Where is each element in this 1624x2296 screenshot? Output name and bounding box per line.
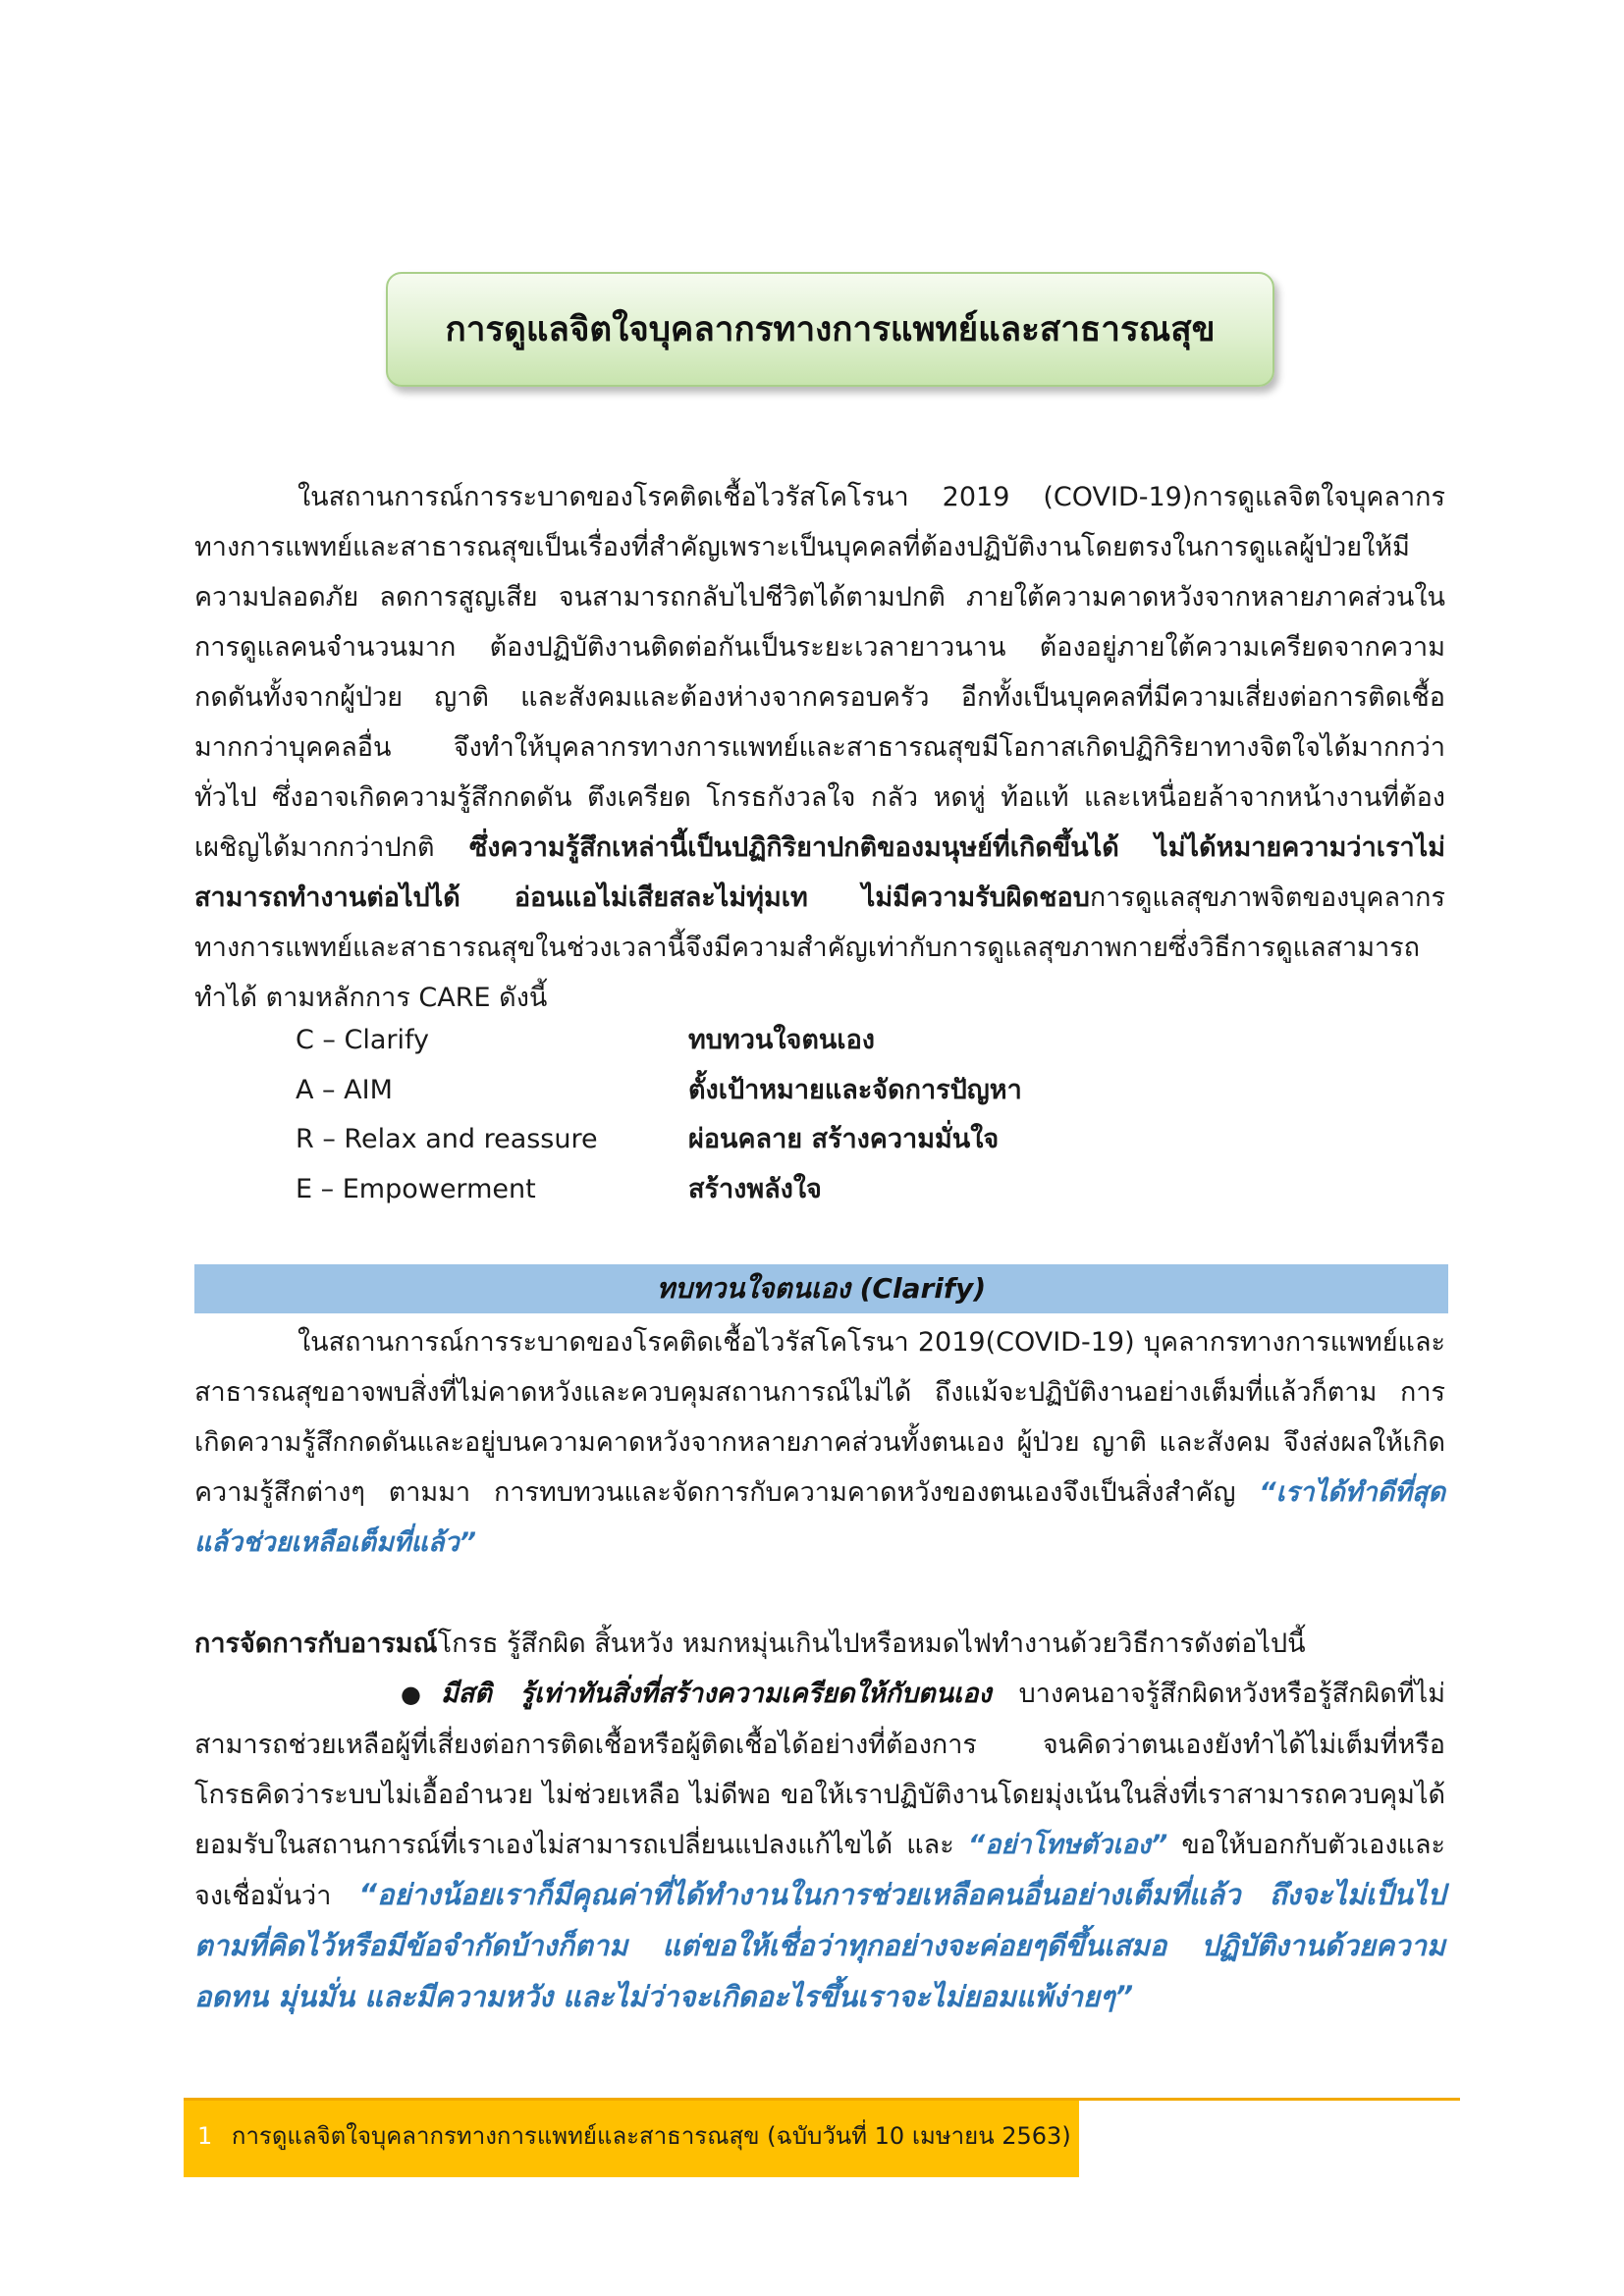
care-value: ผ่อนคลาย สร้างความมั่นใจ <box>688 1124 1000 1154</box>
clarify-text: ในสถานการณ์การระบาดของโรคติดเชื้อไวรัสโคโรนา 2019(COVID-19) บุคลากรทางการแพทย์และสาธารณสุขอาจพบสิ่งที่ไม่คาดหวังและควบคุมสถานการณ์ไม่ได้ ถึงแม้จะปฏิบัติงานอย่างเต็มที่แล้วก็ตาม การเกิดความรู้สึกกดดันและอยู่บนความคาดหวังจากหลายภาคส่วนทั้งตนเอง ผู้ป่วย ญาติ และสังคม จึงส่งผลให้เกิดความรู้สึกต่างๆ ตามมา การทบทวนและจัดการกับความคาดหวังของตนเองจึงเป็นสิ่งสำคัญ <box>194 1327 1445 1508</box>
bullet-lead: มีสติ รู้เท่าทันสิ่งที่สร้างความเครียดให้กับตนเอง <box>440 1679 992 1709</box>
intro-bold-text: ซึ่งความรู้สึกเหล่านี้เป็นปฏิกิริยาปกติของมนุษย์ที่เกิดขึ้นได้ ไม่ได้หมายความว่าเราไม่สามารถทำงานต่อไปได้ อ่อนแอไม่เสียสละไม่ทุ่มเท ไม่มีความรับผิดชอบ <box>194 832 1446 913</box>
intro-paragraph <box>194 472 1445 1023</box>
bullet-icon: ● <box>401 1681 421 1708</box>
bullet-quote-belief: “อย่างน้อยเราก็มีคุณค่าที่ได้ทำงานในการช่วยเหลือคนอื่นอย่างเต็มที่แล้ว ถึงจะไม่เป็นไปตามที่คิดไว้หรือมีข้อจำกัดบ้างก็ตาม แต่ขอให้เชื่อว่าทุกอย่างจะค่อยๆดีขึ้นเสมอ ปฏิบัติงานด้วยความอดทน มุ่นมั่น และมีความหวัง และไม่ว่าจะเกิดอะไรขึ้นเราจะไม่ยอมแพ้ง่ายๆ” <box>194 1878 1445 2013</box>
bullet-text: บางคนอาจรู้สึกผิดหวังหรือรู้สึกผิดที่ไม่สามารถช่วยเหลือผู้ที่เสี่ยงต่อการติดเชื้อหรือผู้ติดเชื้อได้อย่างที่ต้องการ จนคิดว่าตนเองยังทำได้ไม่เต็มที่หรือโกรธคิดว่าระบบไม่เอื้ออำนวย ไม่ช่วยเหลือ ไม่ดีพอ ขอให้เราปฏิบัติงานโดยมุ่งเน้นในสิ่งที่เราสามารถควบคุมได้ ยอมรับในสถานการณ์ที่เราเองไม่สามารถเปลี่ยนแปลงแก้ไขได้ และ <box>194 1679 1446 1860</box>
care-value: สร้างพลังใจ <box>688 1173 822 1204</box>
care-key: A – AIM <box>296 1074 393 1105</box>
care-item <box>296 1115 1179 1165</box>
care-value: ทบทวนใจตนเอง <box>688 1025 875 1055</box>
care-list <box>296 1016 1179 1214</box>
care-item <box>296 1016 1179 1066</box>
clarify-paragraph <box>194 1317 1445 1568</box>
emotion-text: โกรธ รู้สึกผิด สิ้นหวัง หมกหมุ่นเกินไปหรือหมดไฟทำงานด้วยวิธีการดังต่อไปนี้ <box>437 1629 1306 1659</box>
intro-tail-text: การดูแลสุขภาพจิตของบุคลากรทางการแพทย์และสาธารณสุขในช่วงเวลานี้จึงมีความสำคัญเท่ากับการดูแลสุขภาพกายซึ่งวิธีการดูแลสามารถทำได้ ตามหลักการ CARE ดังนี้ <box>194 882 1445 1013</box>
page-number: 1 <box>197 2122 213 2150</box>
care-key: C – Clarify <box>296 1025 430 1055</box>
emotion-paragraph <box>194 1619 1445 1669</box>
document-title: การดูแลจิตใจบุคลากรทางการแพทย์และสาธารณสุข <box>445 310 1216 349</box>
intro-text: ในสถานการณ์การระบาดของโรคติดเชื้อไวรัสโคโรนา 2019 (COVID-19)การดูแลจิตใจบุคลากรทางการแพทย์และสาธารณสุขเป็นเรื่องที่สำคัญเพราะเป็นบุคคลที่ต้องปฏิบัติงานโดยตรงในการดูแลผู้ป่วยให้มีความปลอดภัย ลดการสูญเสีย จนสามารถกลับไปชีวิตได้ตามปกติ ภายใต้ความคาดหวังจากหลายภาคส่วนในการดูแลคนจำนวนมาก ต้องปฏิบัติงานติดต่อกันเป็นระยะเวลายาวนาน ต้องอยู่ภายใต้ความเครียดจากความกดดันทั้งจากผู้ป่วย ญาติ และสังคมและต้องห่างจากครอบครัว อีกทั้งเป็นบุคคลที่มีความเสี่ยงต่อการติดเชื้อมากกว่าบุคคลอื่น จึงทำให้บุคลากรทางการแพทย์และสาธารณสุขมีโอกาสเกิดปฏิกิริยาทางจิตใจได้มากกว่าทั่วไป ซึ่งอาจเกิดความรู้สึกกดดัน ตึงเครียด โกรธกังวลใจ กลัว หดหู่ ท้อแท้ และเหนื่อยล้าจากหน้างานที่ต้องเผชิญได้มากกว่าปกติ <box>194 482 1445 863</box>
care-item <box>296 1165 1179 1215</box>
footer-text: การดูแลจิตใจบุคลากรทางการแพทย์และสาธารณสุข (ฉบับวันที่ 10 เมษายน 2563) <box>231 2122 1071 2150</box>
title-box <box>386 272 1274 387</box>
bullet-text-continued: ขอให้บอกกับตัวเองและจงเชื่อมั่นว่า <box>194 1830 1445 1911</box>
care-key: R – Relax and reassure <box>296 1124 598 1154</box>
section-heading-clarify: ทบทวนใจตนเอง (Clarify) <box>194 1264 1448 1313</box>
emotion-heading: การจัดการกับอารมณ์ <box>194 1629 438 1659</box>
bullet-paragraph <box>194 1669 1445 2023</box>
care-item <box>296 1066 1179 1116</box>
footer <box>184 2101 1079 2177</box>
care-key: E – Empowerment <box>296 1173 536 1204</box>
care-value: ตั้งเป้าหมายและจัดการปัญหา <box>688 1074 1022 1105</box>
clarify-quote: “เราได้ทำดีที่สุดแล้วช่วยเหลือเต็มที่แล้ว” <box>194 1477 1445 1558</box>
bullet-quote-self: “อย่าโทษตัวเอง” <box>967 1830 1168 1860</box>
